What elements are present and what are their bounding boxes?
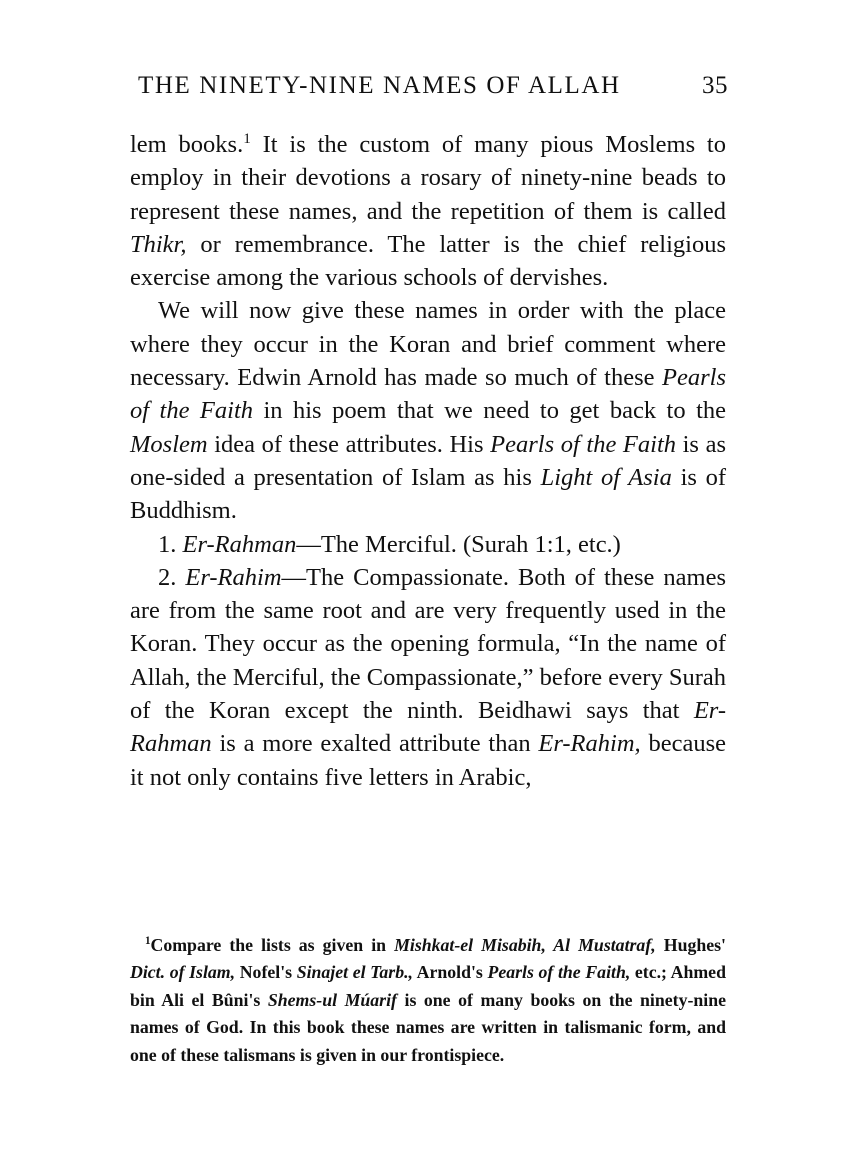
entry-number: 2. — [158, 563, 186, 591]
name-entry-2 — [130, 561, 726, 794]
italic-term: Thikr, — [130, 230, 187, 258]
footnote — [130, 932, 726, 1069]
footnote-text — [130, 932, 726, 1069]
text-run: or remembrance. The latter is the chief religious exercise among the various schools of dervishes. — [130, 230, 726, 292]
text-run: Nofel's — [235, 962, 297, 983]
text-run: lem books. — [130, 131, 244, 158]
text-run: Arnold's — [412, 962, 488, 983]
text-run: Compare the lists as given in — [150, 935, 395, 955]
divine-name: Er-Rahman — [182, 530, 297, 558]
name-entry-1 — [130, 528, 726, 561]
text-run: Hughes' — [655, 935, 726, 955]
text-run: It is the custom of many pious Moslems to employ in their devotions a rosary of ninety-nine beads to represent these names, and the repetition of them is called — [130, 131, 726, 225]
text-run: is as one-sided a presentation of Islam as his — [130, 430, 726, 491]
italic-title: Mishkat-el Misabih, Al Mustatraf, — [394, 935, 656, 955]
footnote-marker: 1 — [145, 935, 151, 948]
text-run: because it not only contains five letters in Arabic, — [130, 730, 726, 791]
divine-name: Er-Rahim, — [538, 730, 641, 758]
text-run: is of Buddhism. — [130, 463, 727, 525]
italic-title: Pearls of the Faith, — [487, 962, 631, 983]
italic-term: Moslem — [130, 430, 208, 458]
text-run: etc.; Ahmed bin Ali el Bûni's — [130, 962, 726, 1010]
running-head — [138, 72, 728, 112]
page-number: 35 — [702, 72, 728, 99]
italic-title: Dict. of Islam, — [130, 962, 236, 983]
text-run: —The Merciful. (Surah 1:1, etc.) — [296, 530, 621, 558]
text-run: idea of these attributes. His — [207, 430, 491, 458]
text-run: is one of many books on the ninety-nine names of God. In this book these names are written in talismanic form, and one of these talismans is given in our frontispiece. — [130, 989, 726, 1065]
italic-title: Shems-ul Múarif — [267, 989, 397, 1010]
italic-title: Light of Asia — [540, 463, 672, 491]
text-run: —The Compassionate. Both of these names are from the same root and are very frequently used in the Koran. They occur as the opening formula, “In the name of Allah, the Merciful, the Compassionate,” before every Surah of the Koran except the ninth. Beidhawi says that — [130, 563, 727, 725]
italic-title: Pearls of the Faith — [490, 430, 677, 458]
text-run: We will now give these names in order with the place where they occur in the Koran and brief comment where necessary. Edwin Arnold has made so much of these — [130, 297, 726, 392]
footnote-reference: 1 — [243, 129, 251, 147]
italic-title: Sinajet el Tarb., — [296, 962, 413, 983]
divine-name: Er-Rahim — [185, 563, 282, 591]
paragraph-order-of-names — [130, 294, 726, 527]
paragraph-custom-of-moslems — [130, 128, 726, 294]
italic-title: Pearls of the Faith — [130, 364, 726, 425]
text-run: in his poem that we need to get back to the — [253, 397, 727, 425]
divine-name: Er-Rahman — [130, 697, 726, 758]
body-text — [130, 128, 726, 794]
running-title: THE NINETY-NINE NAMES OF ALLAH — [138, 72, 621, 99]
text-run: is a more exalted attribute than — [211, 730, 539, 758]
entry-number: 1. — [158, 530, 183, 558]
